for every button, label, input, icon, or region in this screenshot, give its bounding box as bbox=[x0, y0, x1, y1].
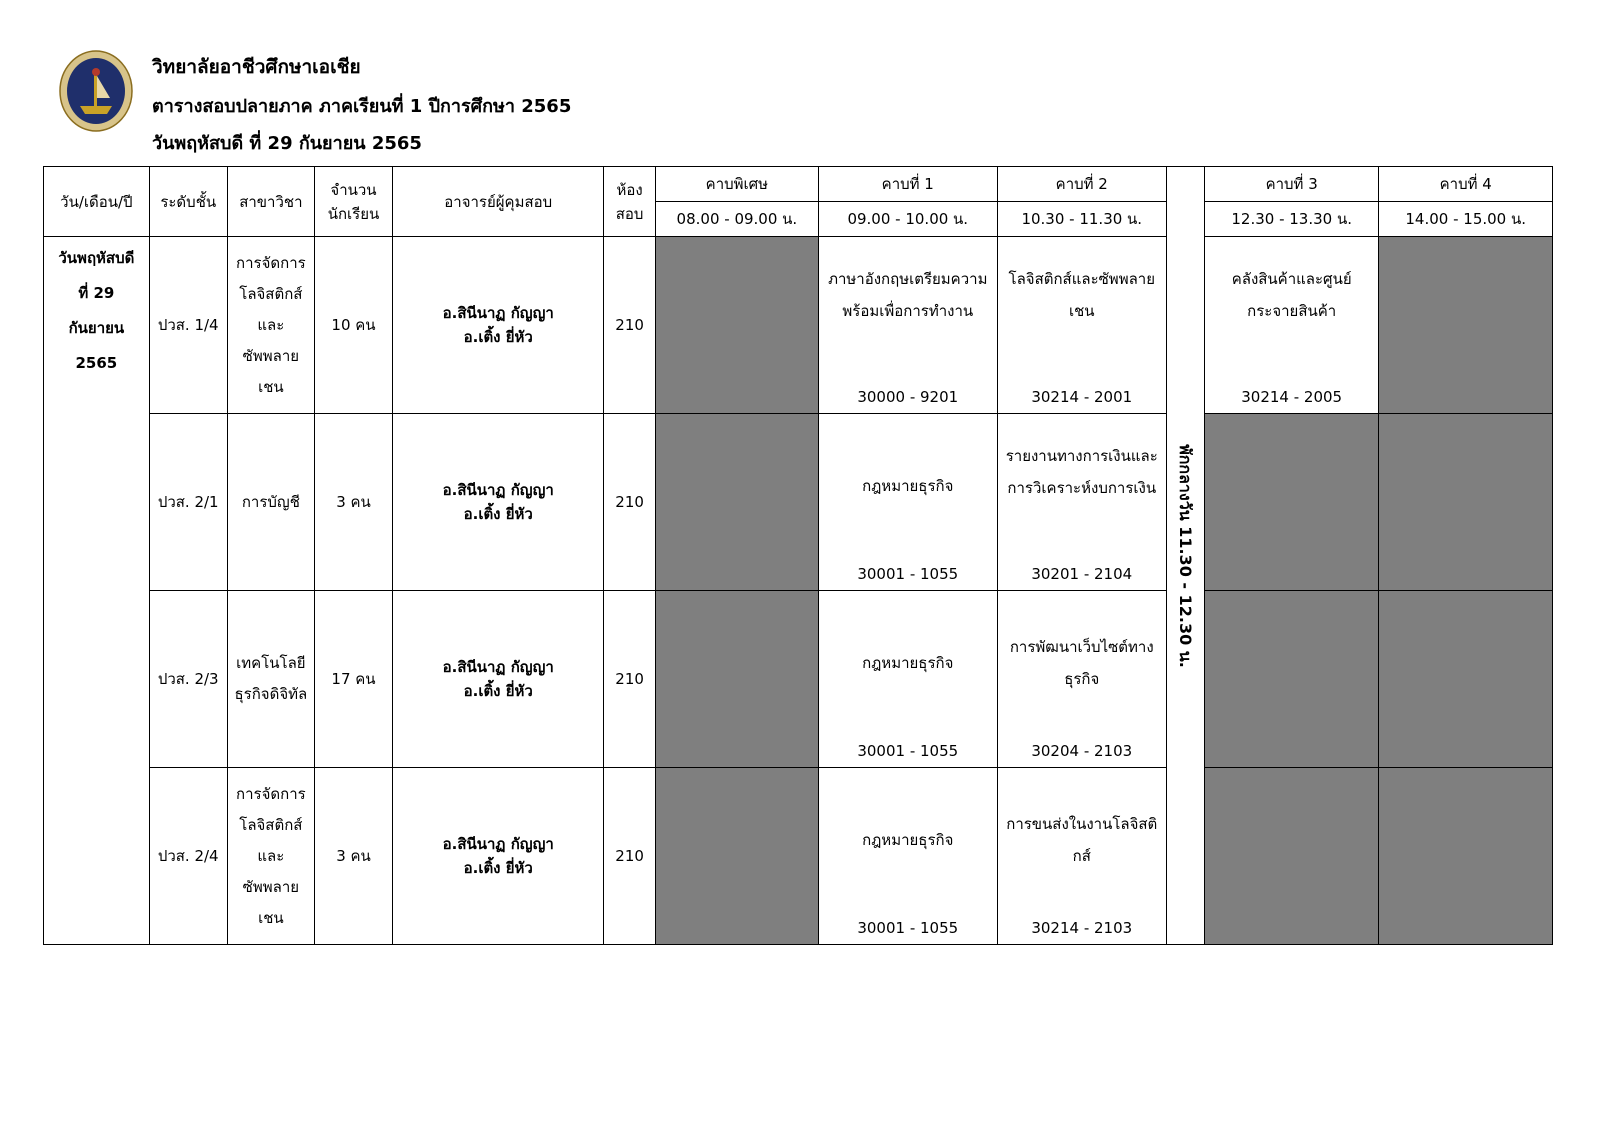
table-row bbox=[44, 591, 1553, 768]
col-major-header: สาขาวิชา bbox=[227, 167, 314, 237]
room-cell: 210 bbox=[604, 237, 655, 414]
subject-code: 30214 - 2005 bbox=[1241, 388, 1343, 406]
p3-empty-cell bbox=[1204, 414, 1379, 591]
special-empty-cell bbox=[655, 591, 818, 768]
p4-empty-cell bbox=[1379, 768, 1553, 945]
college-name: วิทยาลัยอาชีวศึกษาเอเชีย bbox=[152, 56, 361, 78]
room-cell: 210 bbox=[604, 768, 655, 945]
subject-name: กฎหมายธุรกิจ bbox=[862, 831, 954, 849]
subject-code: 30000 - 9201 bbox=[857, 388, 959, 406]
subject-name: รายงานทางการเงินและการวิเคราะห์งบการเงิน bbox=[1005, 447, 1158, 497]
subject-name: การขนส่งในงานโลจิสติกส์ bbox=[1006, 815, 1158, 865]
subject-name: โลจิสติกส์และซัพพลายเชน bbox=[1008, 270, 1155, 320]
lunch-break-cell bbox=[1166, 167, 1204, 945]
special-empty-cell bbox=[655, 768, 818, 945]
proctor-cell bbox=[393, 768, 604, 945]
table-row bbox=[44, 237, 1553, 414]
date-cell-line: 2565 bbox=[75, 354, 118, 372]
col-room-header bbox=[604, 167, 655, 237]
col-students-header-line1: จำนวน bbox=[330, 180, 377, 199]
p4-empty-cell bbox=[1379, 414, 1553, 591]
p2-subject-cell bbox=[997, 768, 1166, 945]
students-cell: 17 คน bbox=[314, 591, 392, 768]
proctor-name: อ.สินีนาฏ กัญญา bbox=[442, 658, 554, 676]
proctor-cell bbox=[393, 591, 604, 768]
schedule-date: วันพฤหัสบดี ที่ 29 กันยายน 2565 bbox=[152, 133, 422, 154]
col-students-header-line2: นักเรียน bbox=[327, 204, 380, 223]
p1-subject-cell bbox=[818, 414, 997, 591]
special-empty-cell bbox=[655, 237, 818, 414]
col-proctor-header: อาจารย์ผู้คุมสอบ bbox=[393, 167, 604, 237]
special-time: 08.00 - 09.00 น. bbox=[655, 202, 818, 237]
subject-code: 30201 - 2104 bbox=[1031, 565, 1133, 583]
subject-name: กฎหมายธุรกิจ bbox=[862, 654, 954, 672]
room-cell: 210 bbox=[604, 414, 655, 591]
p2-subject-cell bbox=[997, 591, 1166, 768]
students-cell: 3 คน bbox=[314, 414, 392, 591]
p1-subject-cell bbox=[818, 768, 997, 945]
subject-name: การพัฒนาเว็บไซต์ทางธุรกิจ bbox=[1009, 638, 1154, 688]
proctor-cell bbox=[393, 414, 604, 591]
p4-time: 14.00 - 15.00 น. bbox=[1379, 202, 1553, 237]
subject-name: คลังสินค้าและศูนย์กระจายสินค้า bbox=[1231, 270, 1352, 320]
table-row bbox=[44, 414, 1553, 591]
col-p4-header: คาบที่ 4 bbox=[1379, 167, 1553, 202]
major-cell: การจัดการโลจิสติกส์และซัพพลายเชน bbox=[227, 237, 314, 414]
date-cell bbox=[44, 237, 150, 945]
p3-empty-cell bbox=[1204, 768, 1379, 945]
subject-code: 30001 - 1055 bbox=[857, 742, 959, 760]
date-cell-line: วันพฤหัสบดี bbox=[58, 249, 135, 267]
subject-code: 30204 - 2103 bbox=[1031, 742, 1133, 760]
level-cell: ปวส. 2/3 bbox=[149, 591, 227, 768]
room-cell: 210 bbox=[604, 591, 655, 768]
proctor-name: อ.สินีนาฏ กัญญา bbox=[442, 304, 554, 322]
level-cell: ปวส. 2/1 bbox=[149, 414, 227, 591]
p2-subject-cell bbox=[997, 414, 1166, 591]
p1-subject-cell bbox=[818, 591, 997, 768]
proctor-name: อ.เติ้ง ยี่หัว bbox=[463, 505, 533, 523]
subject-name: กฎหมายธุรกิจ bbox=[862, 477, 954, 495]
header-row bbox=[44, 167, 1553, 202]
proctor-name: อ.เติ้ง ยี่หัว bbox=[463, 859, 533, 877]
exam-schedule-table bbox=[43, 166, 1553, 945]
proctor-name: อ.สินีนาฏ กัญญา bbox=[442, 835, 554, 853]
col-p3-header: คาบที่ 3 bbox=[1204, 167, 1379, 202]
p4-empty-cell bbox=[1379, 237, 1553, 414]
col-date-header: วัน/เดือน/ปี bbox=[44, 167, 150, 237]
col-room-header-line2: สอบ bbox=[615, 204, 644, 223]
subject-name: ภาษาอังกฤษเตรียมความพร้อมเพื่อการทำงาน bbox=[828, 270, 988, 320]
level-cell: ปวส. 1/4 bbox=[149, 237, 227, 414]
col-students-header bbox=[314, 167, 392, 237]
subject-code: 30001 - 1055 bbox=[857, 919, 959, 937]
p2-time: 10.30 - 11.30 น. bbox=[997, 202, 1166, 237]
proctor-name: อ.สินีนาฏ กัญญา bbox=[442, 481, 554, 499]
date-cell-line: กันยายน bbox=[68, 319, 125, 337]
subject-code: 30214 - 2001 bbox=[1031, 388, 1133, 406]
students-cell: 10 คน bbox=[314, 237, 392, 414]
major-cell: เทคโนโลยีธุรกิจดิจิทัล bbox=[227, 591, 314, 768]
col-level-header: ระดับชั้น bbox=[149, 167, 227, 237]
subject-code: 30214 - 2103 bbox=[1031, 919, 1133, 937]
subject-code: 30001 - 1055 bbox=[857, 565, 959, 583]
col-p2-header: คาบที่ 2 bbox=[997, 167, 1166, 202]
col-room-header-line1: ห้อง bbox=[616, 180, 643, 199]
document-header bbox=[56, 44, 656, 164]
proctor-name: อ.เติ้ง ยี่หัว bbox=[463, 682, 533, 700]
table-row bbox=[44, 768, 1553, 945]
students-cell: 3 คน bbox=[314, 768, 392, 945]
p4-empty-cell bbox=[1379, 591, 1553, 768]
proctor-cell bbox=[393, 237, 604, 414]
proctor-name: อ.เติ้ง ยี่หัว bbox=[463, 328, 533, 346]
col-p1-header: คาบที่ 1 bbox=[818, 167, 997, 202]
date-cell-line: ที่ 29 bbox=[78, 284, 115, 302]
p3-subject-cell bbox=[1204, 237, 1379, 414]
special-empty-cell bbox=[655, 414, 818, 591]
schedule-title: ตารางสอบปลายภาค ภาคเรียนที่ 1 ปีการศึกษา 2565 bbox=[152, 96, 572, 117]
p1-subject-cell bbox=[818, 237, 997, 414]
lunch-break-label: พักกลางวัน 11.30 - 12.30 น. bbox=[1176, 443, 1196, 668]
p2-subject-cell bbox=[997, 237, 1166, 414]
level-cell: ปวส. 2/4 bbox=[149, 768, 227, 945]
major-cell: การจัดการโลจิสติกส์และซัพพลายเชน bbox=[227, 768, 314, 945]
p3-empty-cell bbox=[1204, 591, 1379, 768]
p1-time: 09.00 - 10.00 น. bbox=[818, 202, 997, 237]
college-logo bbox=[58, 48, 134, 134]
major-cell: การบัญชี bbox=[227, 414, 314, 591]
col-special-header: คาบพิเศษ bbox=[655, 167, 818, 202]
p3-time: 12.30 - 13.30 น. bbox=[1204, 202, 1379, 237]
